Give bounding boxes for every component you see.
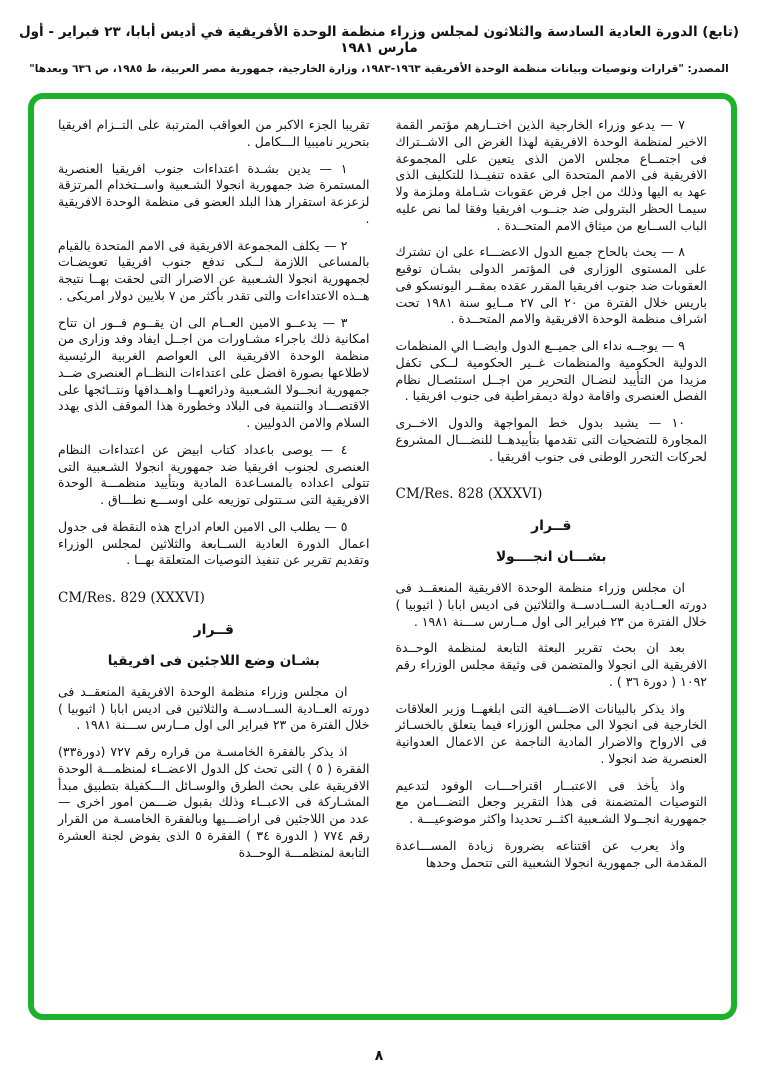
paragraph: ان مجلس وزراء منظمة الوحدة الافريقية المنعقــد فى دورته العــادية الســادســة والثلاثين فى اديس ابابا ( اثيوبيا ) خلال الفترة من ٢٣ فبراير الى اول مــارس ســـنة ١٩٨١ .	[58, 683, 370, 733]
paragraph: ١٠ — يشيد بدول خط المواجهة والدول الاخــرى المجاورة للتضحيات التى تقدمها بتأييدهــا للنضـــال المشروع لحركات التحرر الوطنى فى جنوب افريقيا .	[395, 415, 707, 464]
paragraph: ٤ — يوصى باعداد كتاب ابيض عن اعتداءات النظام العنصرى لجنوب افريقيا ضد جمهورية انجولا الشـعبية التى تتولى اعداده بالمسـاعدة المادية وبتأييد منظمـــة الوحدة الافريقية التى سـتتولى توزيعه على اوســـع نطـــاق .	[58, 441, 370, 507]
resolution-subtitle: بشـان وضع اللاجئين فى افريقيا	[107, 652, 320, 669]
paragraph: واذ يأخذ فى الاعتبــار اقتراحـــات الوفود لتدعيم التوصيات المتضمنة فى هذا التقرير وجعل التضـــامن مع جمهورية انجــولا الشـعبية اكثــر تحديدا واكثر موضوعيـــة .	[395, 777, 707, 827]
resolution-title: قــرار	[193, 622, 234, 639]
paragraph: بعد ان بحث تقرير البعثة التابعة لمنظمة الوحــدة الافريقية الى انجولا والمتضمن فى وثيقة مجلس الوزراء رقم ١٠٩٢ ( دورة ٣٦ ) .	[395, 640, 707, 689]
paragraph: ٨ — يحث بالحاح جميع الدول الاعضـــاء على ان تشترك على المستوى الوزارى فى المؤتمر الدولى بشـان توقيع العقوبات ضد جنوب افريقيا المقرر عقده بمقــر اليونسكو فى باريس خلال الفترة من ٢٠ الى ٢٧ مــايو سنة ١٩٨١ تحت اشراف منظمة الوحدة الافريقية والامم المتحــدة .	[395, 244, 708, 327]
green-bordered-content-box	[28, 93, 737, 1020]
paragraph: ٧ — يدعو وزراء الخارجية الذين اختــارهم مؤتمر القمة الاخير لمنظمة الوحدة الافريقية لهذا الغرض الى الاشــتراك فى اجتمــاع مجلس الامن الذى يتعين على المجموعة الافريقية فى الامم المتحدة الى عقده تنفيــذا للتكليف الذى عهد به اليها وذلك من اجل فرض عقوبات شـاملة وملزمة ولا سيمـا الحظر البترولى ضد جنــوب افريقيا وفقا لما نص عليه الباب الســابع من ميثاق الامم المتحــدة .	[395, 117, 707, 233]
column-right	[396, 117, 708, 1004]
paragraph: ١ — يدين بشـدة اعتداءات جنوب افريقيا العنصرية المستمرة ضد جمهورية انجولا الشـعبية واســتخدام المرتزقة لزعزعة استقرار هذا البلد العضو فى منظمة الوحدة الافريقية .	[58, 160, 370, 226]
paragraph: تقريبا الجزء الاكبر من العواقب المترتبة على التــزام افريقيا بتحرير ناميبيا الـــكامل .	[58, 117, 370, 149]
column-left	[58, 117, 370, 1004]
paragraph: ٣ — يدعــو الامين العــام الى ان يقــوم فــور ان تتاح امكانية ذلك باجراء مشـاورات من اجــل ايفاد وفد وزارى من منظمة الوحدة الافريقية الى العواصم الغربية الرئيسية لاطلاعها بصورة افضل على اعتداءات النظــام العنصرى ضــد جمهورية انجــولا الشـعبية وذرائعهــا واهــدافها ونتــائجها على الاقتصـــاد والتنمية فى البلاد وخطورة هذا الموقف الذى يهدد السلام والامن الدوليين .	[58, 314, 370, 430]
paragraph: ان مجلس وزراء منظمة الوحدة الافريقية المنعقــد فى دورته العــادية الســادســة والثلاثين فى اديس ابابا ( اثيوبيا ) خلال الفترة من ٢٣ فبراير الى اول مــارس ســـنة ١٩٨١ .	[395, 580, 707, 629]
two-column-layout	[58, 117, 707, 1004]
page-number: ٨	[374, 1048, 384, 1064]
paragraph: اذ يذكر بالفقرة الخامسـة من قراره رقم ٧٢٧ (دورة٣٣) الفقرة ( ٥ ) التى تحث كل الدول الاعضــاء لمنظمـــة الوحدة الافريقية على بحث الطرق والوسـائل الـــكفيلة بتطبيق مبدأ المشـاركة فى الاعبــاء وذلك بقبول ضـــمن امور اخرى — عدد من اللاجئين فى اراضـــيها وبالفقرة الخامسـة من القرار رقم ٧٧٤ ( الدورة ٣٤ ) الفقرة ٥ الذى يفوض لجنة العشرة التابعة لمنظمـــة الوحــدة	[58, 744, 370, 860]
resolution-reference: CM/Res. 829 (XXXVI)	[58, 590, 205, 606]
paragraph: ٥ — يطلب الى الامين العام ادراج هذه النقطة فى جدول اعمال الدورة العادية الســابعة والثلاثين لمجلس الوزراء وتقديم تقرير عن تنفيذ التوصيات المتعلقة بهــا .	[58, 518, 370, 568]
resolution-title: قــرار	[531, 518, 572, 535]
paragraph: ٢ — يكلف المجموعة الافريقية فى الامم المتحدة بالقيام بالمساعى اللازمة لــكى تدفع جنوب افريقيا تعويضـات لجمهورية انجولا الشـعبية عن الاضرار التى لحقت بهــا نتيجة هــذه الاعتداءات والتى تقدر بأكثر من ٧ بلايين دولار امريكى .	[58, 237, 370, 303]
paragraph: ٩ — يوجــه نداء الى جميــع الدول وايضــا الي المنظمات الدولية الحكومية والمنظمات غــير الحكومية لــكى تكفل مزيدا من التأييد لنضـال التحرير من اجــل استئصـال نظام الفصل العنصرى واقامة دولة ديمقراطية فى جنوب افريقيا .	[395, 338, 707, 404]
resolution-subtitle: بشـــان انجــــولا	[496, 549, 607, 566]
session-title: (تابع) الدورة العادية السادسة والثلاثون لمجلس وزراء منظمة الوحدة الأفريقية في أديس أبابا، ٢٣ فبراير - أول مارس ١٩٨١	[18, 24, 740, 56]
document-header	[0, 0, 758, 75]
resolution-reference: CM/Res. 828 (XXXVI)	[395, 486, 543, 503]
paragraph: واذ يذكر بالبيانات الاضـــافية التى ابلغهــا وزير العلاقات الخارجية فى انجولا الى مجلس الوزراء فيما يتعلق بالخسـائر فى الارواح والاضرار المادية الناجمة عن الاعمال العدوانية العنصرية ضد انجولا .	[395, 700, 707, 766]
paragraph: واذ يعرب عن اقتناعه بضرورة زيادة المســـاعدة المقدمة الى جمهورية انجولا الشعبية التى تتحمل وحدها	[395, 837, 707, 870]
source-citation: المصدر: "قرارات وتوصيات وبيانات منظمة الوحدة الأفريقية ١٩٦٣-١٩٨٣، وزارة الخارجية، جمهورية مصر العربية، ط ١٩٨٥، ص ٦٣٦ وبعدها"	[29, 63, 729, 75]
